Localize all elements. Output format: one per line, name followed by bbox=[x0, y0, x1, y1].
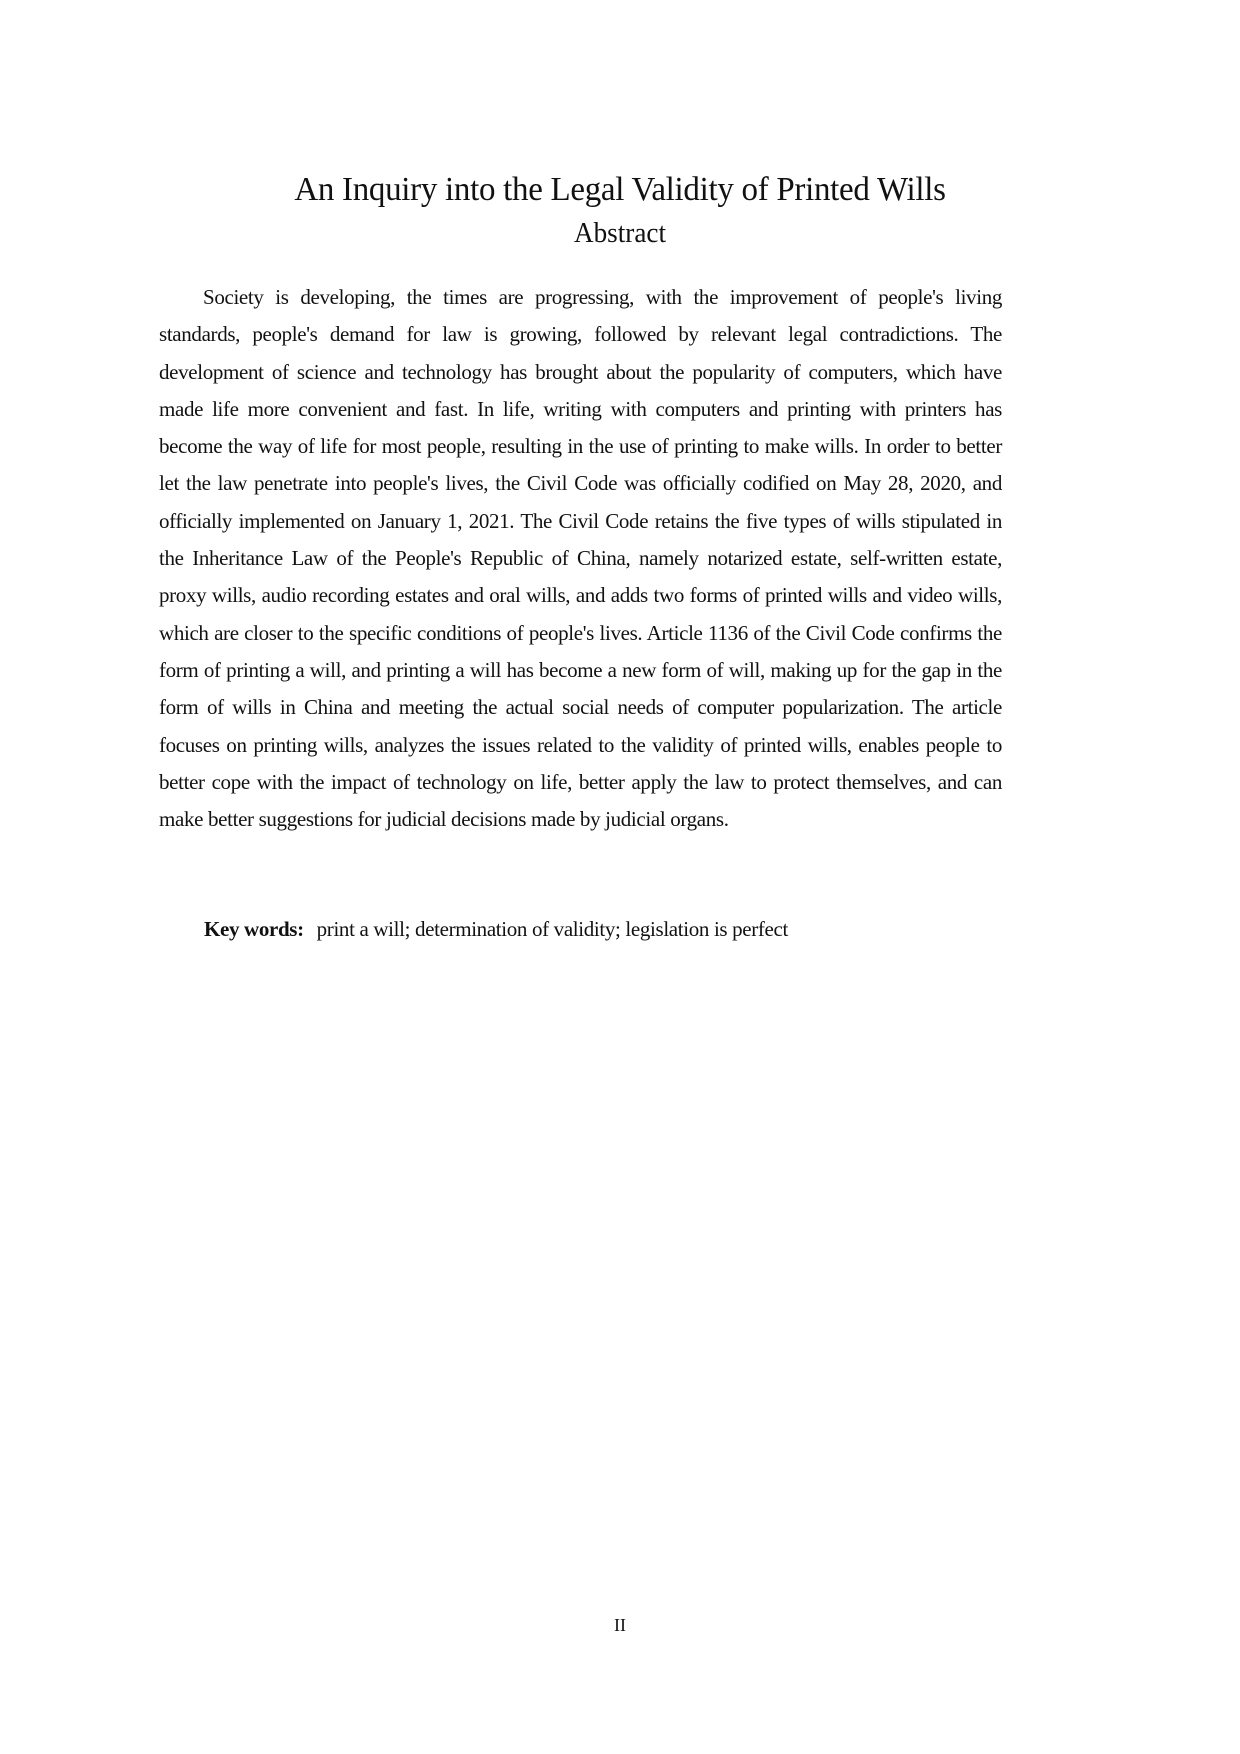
abstract-body bbox=[159, 279, 1002, 838]
abstract-heading: Abstract bbox=[573, 218, 666, 249]
paper-title: An Inquiry into the Legal Validity of Printed Wills bbox=[294, 171, 946, 208]
page-number: II bbox=[614, 1615, 626, 1635]
keywords-value: print a will; determination of validity; legislation is perfect bbox=[316, 917, 788, 941]
abstract-paragraph: Society is developing, the times are progressing, with the improvement of people's living standards, people's demand for law is growing, followed by relevant legal contradictions. The development of science and technology has brought about the popularity of computers, which have made life more convenient and fast. In life, writing with computers and printing with printers has become the way of life for most people, resulting in the use of printing to make wills. In order to better let the law penetrate into people's lives, the Civil Code was officially codified on May 28, 2020, and officially implemented on January 1, 2021. The Civil Code retains the five types of wills stipulated in the Inheritance Law of the People's Republic of China, namely notarized estate, self-written estate, proxy wills, audio recording estates and oral wills, and adds two forms of printed wills and video wills, which are closer to the specific conditions of people's lives. Article 1136 of the Civil Code confirms the form of printing a will, and printing a will has become a new form of will, making up for the gap in the form of wills in China and meeting the actual social needs of computer popularization. The article focuses on printing wills, analyzes the issues related to the validity of printed wills, enables people to better cope with the impact of technology on life, better apply the law to protect themselves, and can make better suggestions for judicial decisions made by judicial organs. bbox=[159, 285, 1002, 832]
keywords-label: Key words: bbox=[204, 917, 304, 941]
keywords-line bbox=[204, 912, 788, 946]
